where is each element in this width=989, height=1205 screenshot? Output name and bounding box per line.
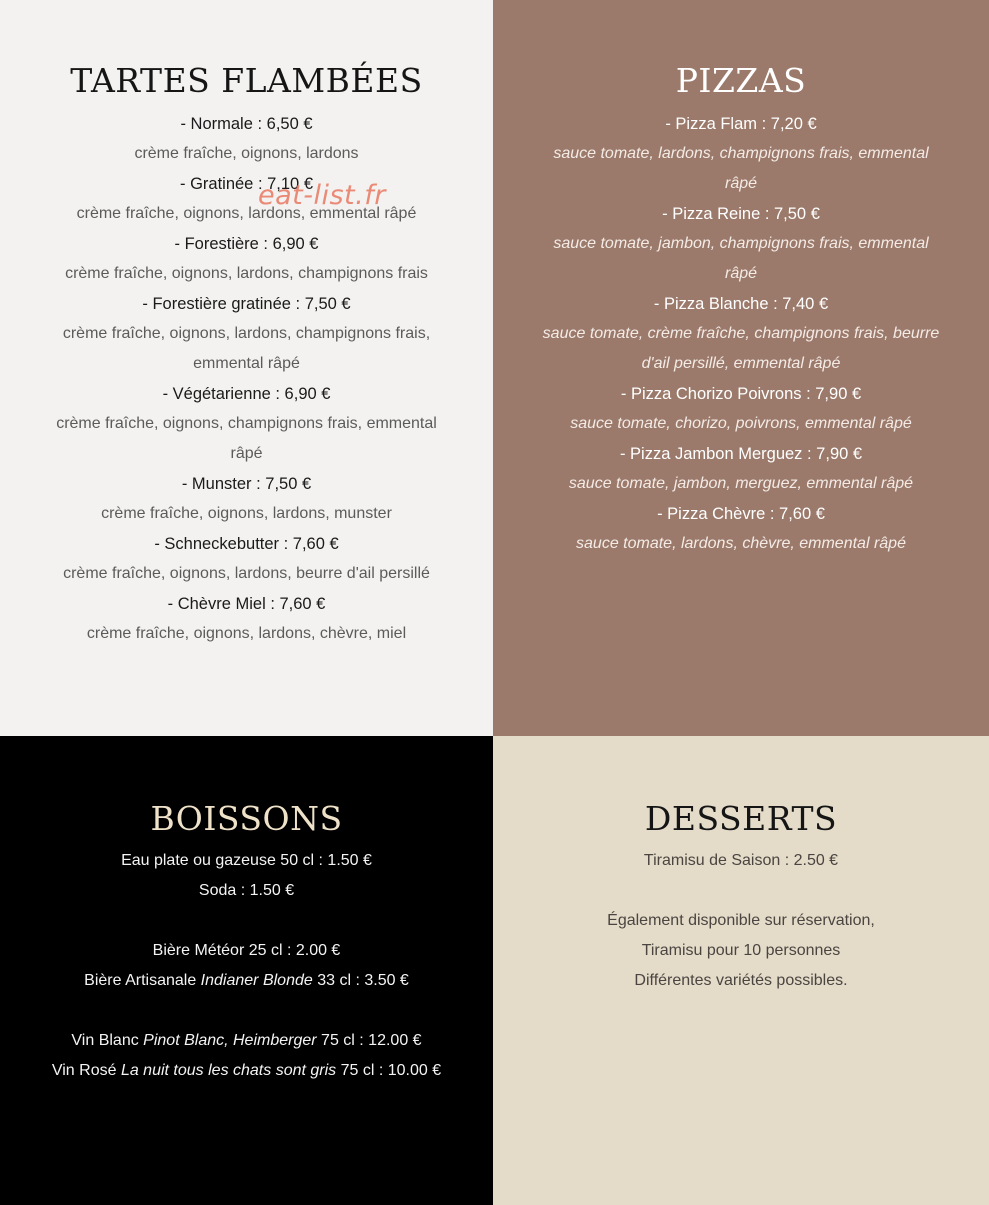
menu-item-name: - Pizza Blanche : 7,40 € [653,295,829,313]
watermark-text: eat-list.fr [258,180,386,211]
menu-item-name: - Normale : 6,50 € [180,115,313,133]
menu-item-name: - Pizza Reine : 7,50 € [662,205,820,223]
boissons-panel [0,736,493,1205]
dessert-note-line-2: Tiramisu pour 10 personnes [641,942,841,959]
drink-beer-meteor: Bière Météor 25 cl : 2.00 € [152,942,341,959]
menu-item-description: râpé [724,265,758,282]
wine2-name: La nuit tous les chats sont gris [120,1062,337,1079]
menu-item-description: sauce tomate, chorizo, poivrons, emmental râpé [570,415,912,432]
pizzas-list [493,109,989,559]
menu-item-name: - Chèvre Miel : 7,60 € [167,595,326,613]
menu-item-name: - Munster : 7,50 € [181,475,312,493]
pizzas-panel [493,0,989,736]
menu-item-description: crème fraîche, oignons, champignons frais, emmental [56,415,437,432]
dessert-note-line-3: Différentes variétés possibles. [634,972,848,989]
menu-item-description: crème fraîche, oignons, lardons, beurre d'ail persillé [63,565,430,582]
boissons-title: BOISSONS [150,799,343,838]
dessert-note-line-1: Également disponible sur réservation, [607,912,875,929]
menu-item-name: - Pizza Flam : 7,20 € [665,115,817,133]
tartes-title: TARTES FLAMBÉES [70,61,423,100]
desserts-note [493,906,989,996]
drink-beer-artisanale [0,966,493,996]
menu-item-description: sauce tomate, lardons, champignons frais, emmental [553,145,929,162]
boissons-wines [0,1026,493,1086]
menu-item-description: sauce tomate, jambon, champignons frais, emmental [553,235,929,252]
beer2-name: Indianer Blonde [200,972,313,989]
drink-water: Eau plate ou gazeuse 50 cl : 1.50 € [121,852,372,869]
pizzas-title: PIZZAS [675,61,807,100]
menu-item-description: sauce tomate, lardons, chèvre, emmental râpé [576,535,906,552]
menu-item-description: sauce tomate, jambon, merguez, emmental râpé [568,475,914,492]
desserts-list [493,846,989,876]
menu-item-name: - Pizza Chèvre : 7,60 € [657,505,825,523]
beer2-prefix: Bière Artisanale [84,972,201,989]
desserts-title: DESSERTS [644,799,838,838]
menu-item-name: - Végétarienne : 6,90 € [162,385,331,403]
menu-item-description: crème fraîche, oignons, lardons, chèvre, miel [86,625,407,642]
menu-item-description: emmental râpé [193,355,300,372]
dessert-tiramisu: Tiramisu de Saison : 2.50 € [643,852,839,869]
menu-item-description: d'ail persillé, emmental râpé [641,355,841,372]
tartes-flambees-panel [0,0,493,736]
menu-item-description: râpé [230,445,263,462]
boissons-soft-drinks [0,846,493,906]
wine1-suffix: 75 cl : 12.00 € [316,1032,422,1049]
menu-item-name: - Forestière gratinée : 7,50 € [142,295,351,313]
menu-item-description: râpé [724,175,758,192]
menu-item-name: - Forestière : 6,90 € [174,235,319,253]
menu-item-description: crème fraîche, oignons, lardons, munster [101,505,392,522]
menu-item-description: crème fraîche, oignons, lardons, champignons frais, [62,325,431,342]
drink-wine-blanc [0,1026,493,1056]
tartes-list [0,109,493,649]
menu-item-name: - Pizza Chorizo Poivrons : 7,90 € [620,385,862,403]
menu-item-description: crème fraîche, oignons, lardons, emmental râpé [76,205,417,222]
menu-item-description: crème fraîche, oignons, lardons, champignons frais [65,265,428,282]
boissons-beers [0,936,493,996]
menu-item-description: crème fraîche, oignons, lardons [134,145,359,162]
menu-item-name: - Pizza Jambon Merguez : 7,90 € [619,445,863,463]
wine2-prefix: Vin Rosé [51,1062,121,1079]
desserts-panel [493,736,989,1205]
drink-wine-rose [0,1056,493,1086]
menu-item-name: - Schneckebutter : 7,60 € [154,535,339,553]
wine2-suffix: 75 cl : 10.00 € [336,1062,442,1079]
menu-item-description: sauce tomate, crème fraîche, champignons frais, beurre [542,325,940,342]
wine1-name: Pinot Blanc, Heimberger [143,1032,317,1049]
wine1-prefix: Vin Blanc [71,1032,144,1049]
menu-item-name: - Gratinée : 7,10 € [180,175,313,193]
beer2-suffix: 33 cl : 3.50 € [312,972,409,989]
drink-soda: Soda : 1.50 € [198,882,295,899]
